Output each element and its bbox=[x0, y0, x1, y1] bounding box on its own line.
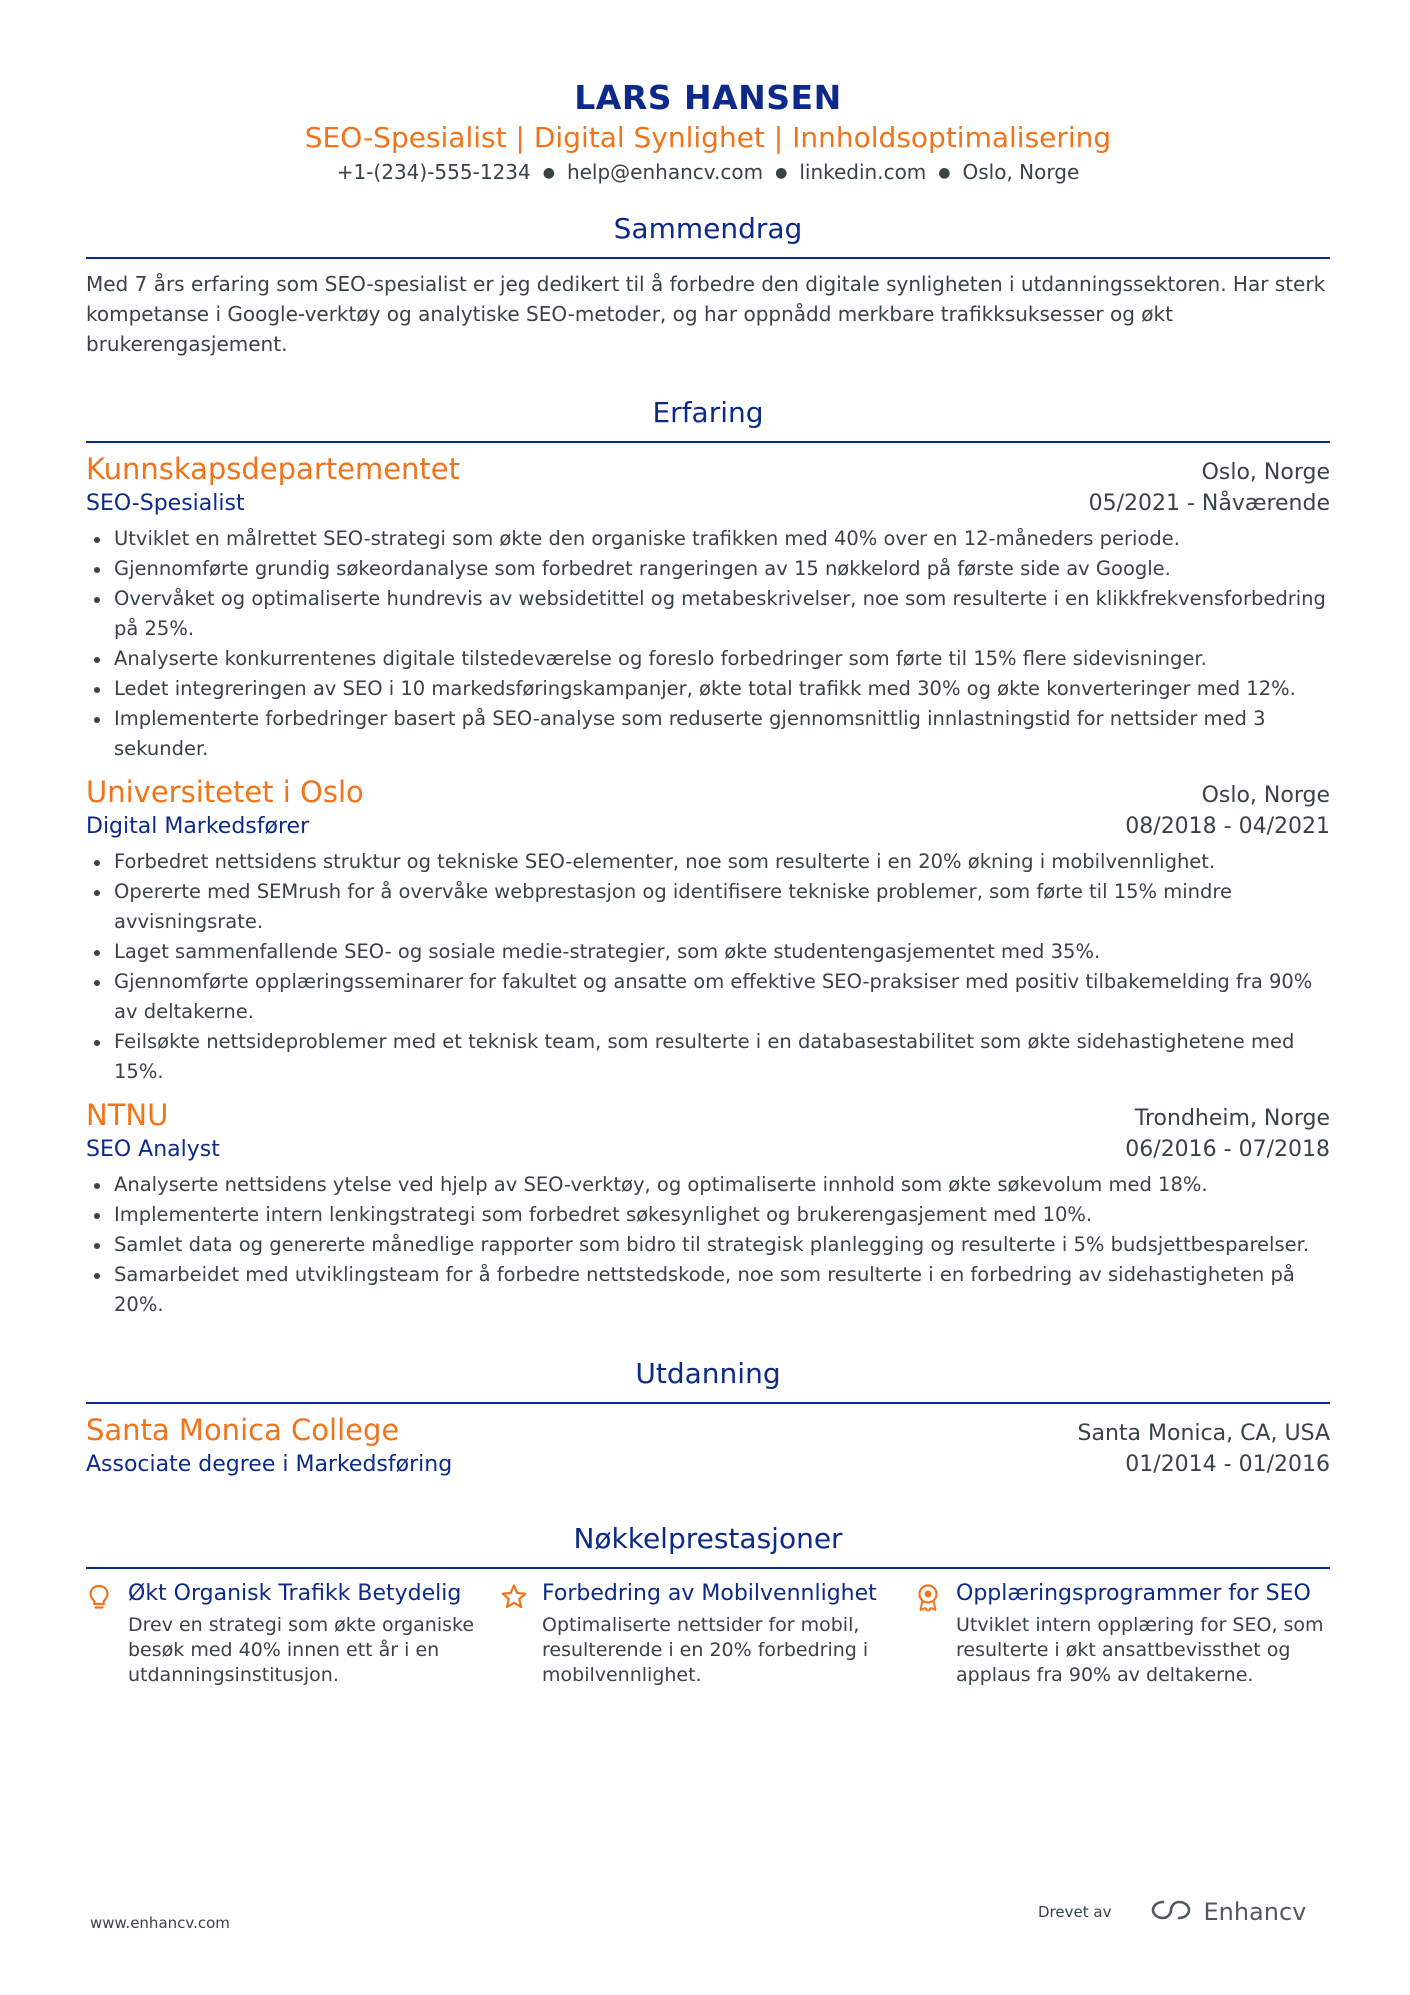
award-icon bbox=[914, 1579, 944, 1688]
job-bullets bbox=[86, 847, 1330, 1087]
contact-line bbox=[86, 158, 1330, 187]
separator-dot: ● bbox=[938, 165, 951, 181]
bullet-item: Analyserte nettsidens ytelse ved hjelp av SEO-verktøy, og optimaliserte innhold som økte søkevolum med 18%. bbox=[114, 1170, 1330, 1200]
bullet-item: Gjennomførte opplæringsseminarer for fakultet og ansatte om effektive SEO-praksiser med positiv tilbakemelding fra 90% av deltakerne. bbox=[114, 967, 1330, 1027]
job-organization: Universitetet i Oslo bbox=[86, 775, 364, 809]
education-entry bbox=[86, 1412, 1330, 1481]
job-entry bbox=[86, 1097, 1330, 1320]
experience-title: Erfaring bbox=[86, 395, 1330, 443]
lightbulb-icon bbox=[86, 1579, 116, 1688]
achievements-title: Nøkkelprestasjoner bbox=[86, 1521, 1330, 1569]
summary-text: Med 7 års erfaring som SEO-spesialist er jeg dedikert til å forbedre den digitale synligheten i utdanningssektoren. Har sterk kompetanse i Google-verktøy og analytiske SEO-metoder, og har oppnådd merkbare trafikksuksesser og økt brukerengasjement. bbox=[86, 272, 1326, 356]
bullet-item: Ledet integreringen av SEO i 10 markedsføringskampanjer, økte total trafikk med 30% og økte konverteringer med 12%. bbox=[114, 674, 1330, 704]
star-icon bbox=[500, 1579, 530, 1688]
achievement-desc: Drev en strategi som økte organiske besøk med 40% innen ett år i en utdanningsinstitusjon. bbox=[128, 1614, 475, 1686]
bullet-item: Forbedret nettsidens struktur og tekniske SEO-elementer, noe som resulterte i en 20% økning i mobilvennlighet. bbox=[114, 847, 1330, 877]
bullet-item: Feilsøkte nettsideproblemer med et teknisk team, som resulterte i en databasestabilitet som økte sidehastighetene med 15%. bbox=[114, 1027, 1330, 1087]
job-organization: Kunnskapsdepartementet bbox=[86, 452, 461, 486]
location: Oslo, Norge bbox=[962, 160, 1080, 184]
enhancv-logo-icon bbox=[1149, 1898, 1193, 1926]
job-location: Oslo, Norge bbox=[1201, 460, 1330, 485]
education-dates: 01/2014 - 01/2016 bbox=[1125, 1452, 1330, 1477]
separator-dot: ● bbox=[775, 165, 788, 181]
job-role: SEO-Spesialist bbox=[86, 491, 245, 516]
education-section bbox=[86, 1356, 1330, 1481]
bullet-item: Overvåket og optimaliserte hundrevis av websidetittel og metabeskrivelser, noe som resulterte i en klikkfrekvensforbedring på 25%. bbox=[114, 584, 1330, 644]
achievement-item bbox=[914, 1579, 1328, 1688]
education-location: Santa Monica, CA, USA bbox=[1077, 1421, 1330, 1446]
achievement-desc: Optimaliserte nettsider for mobil, resulterende i en 20% forbedring i mobilvennlighet. bbox=[542, 1614, 869, 1686]
job-bullets bbox=[86, 1170, 1330, 1320]
bullet-item: Samlet data og genererte månedlige rapporter som bidro til strategisk planlegging og resulterte i 5% budsjettbesparelser. bbox=[114, 1230, 1330, 1260]
bullet-item: Implementerte forbedringer basert på SEO-analyse som reduserte gjennomsnittlig innlastningstid for nettsider med 3 sekunder. bbox=[114, 704, 1330, 764]
job-location: Oslo, Norge bbox=[1201, 783, 1330, 808]
email[interactable]: help@enhancv.com bbox=[566, 160, 764, 184]
candidate-name: LARS HANSEN bbox=[574, 78, 842, 117]
footer-website[interactable]: www.enhancv.com bbox=[90, 1914, 230, 1932]
achievement-title: Opplæringsprogrammer for SEO bbox=[956, 1581, 1311, 1606]
achievement-desc: Utviklet intern opplæring for SEO, som resulterte i økt ansattbevissthet og applaus fra 90% av deltakerne. bbox=[956, 1614, 1324, 1686]
bullet-item: Samarbeidet med utviklingsteam for å forbedre nettstedskode, noe som resulterte i en forbedring av sidehastigheten på 20%. bbox=[114, 1260, 1330, 1320]
bullet-item: Gjennomførte grundig søkeordanalyse som forbedret rangeringen av 15 nøkkelord på første side av Google. bbox=[114, 554, 1330, 584]
job-role: Digital Markedsfører bbox=[86, 814, 310, 839]
job-bullets bbox=[86, 524, 1330, 764]
separator-dot: ● bbox=[542, 165, 555, 181]
job-organization: NTNU bbox=[86, 1098, 169, 1132]
achievement-title: Forbedring av Mobilvennlighet bbox=[542, 1581, 877, 1606]
achievement-item bbox=[500, 1579, 914, 1688]
bullet-item: Utviklet en målrettet SEO-strategi som økte den organiske trafikken med 40% over en 12-måneders periode. bbox=[114, 524, 1330, 554]
bullet-item: Analyserte konkurrentenes digitale tilstedeværelse og foreslo forbedringer som førte til 15% flere sidevisninger. bbox=[114, 644, 1330, 674]
job-entry bbox=[86, 774, 1330, 1087]
achievement-item bbox=[86, 1579, 500, 1688]
education-title: Utdanning bbox=[86, 1356, 1330, 1404]
candidate-tagline: SEO-Spesialist | Digital Synlighet | Innholdsoptimalisering bbox=[304, 121, 1112, 154]
achievement-title: Økt Organisk Trafikk Betydelig bbox=[128, 1581, 462, 1606]
education-school: Santa Monica College bbox=[86, 1413, 400, 1447]
education-degree: Associate degree i Markedsføring bbox=[86, 1452, 453, 1477]
job-dates: 06/2016 - 07/2018 bbox=[1125, 1137, 1330, 1162]
job-dates: 08/2018 - 04/2021 bbox=[1125, 814, 1330, 839]
job-dates: 05/2021 - Nåværende bbox=[1088, 491, 1330, 516]
footer-branding bbox=[1038, 1898, 1306, 1926]
job-location: Trondheim, Norge bbox=[1134, 1106, 1330, 1131]
job-entry bbox=[86, 451, 1330, 764]
summary-section bbox=[86, 211, 1330, 359]
powered-by-label: Drevet av bbox=[1038, 1903, 1112, 1921]
resume-page bbox=[86, 0, 1330, 1688]
summary-title: Sammendrag bbox=[86, 211, 1330, 259]
bullet-item: Implementerte intern lenkingstrategi som forbedret søkesynlighet og brukerengasjement med 10%. bbox=[114, 1200, 1330, 1230]
linkedin[interactable]: linkedin.com bbox=[799, 160, 927, 184]
phone: +1-(234)-555-1234 bbox=[336, 160, 531, 184]
job-role: SEO Analyst bbox=[86, 1137, 220, 1162]
brand-name: Enhancv bbox=[1203, 1898, 1307, 1926]
bullet-item: Opererte med SEMrush for å overvåke webprestasjon og identifisere tekniske problemer, som førte til 15% mindre avvisningsrate. bbox=[114, 877, 1330, 937]
bullet-item: Laget sammenfallende SEO- og sosiale medie-strategier, som økte studentengasjementet med 35%. bbox=[114, 937, 1330, 967]
achievements-grid bbox=[86, 1579, 1330, 1688]
achievements-section bbox=[86, 1521, 1330, 1688]
experience-section bbox=[86, 395, 1330, 1320]
